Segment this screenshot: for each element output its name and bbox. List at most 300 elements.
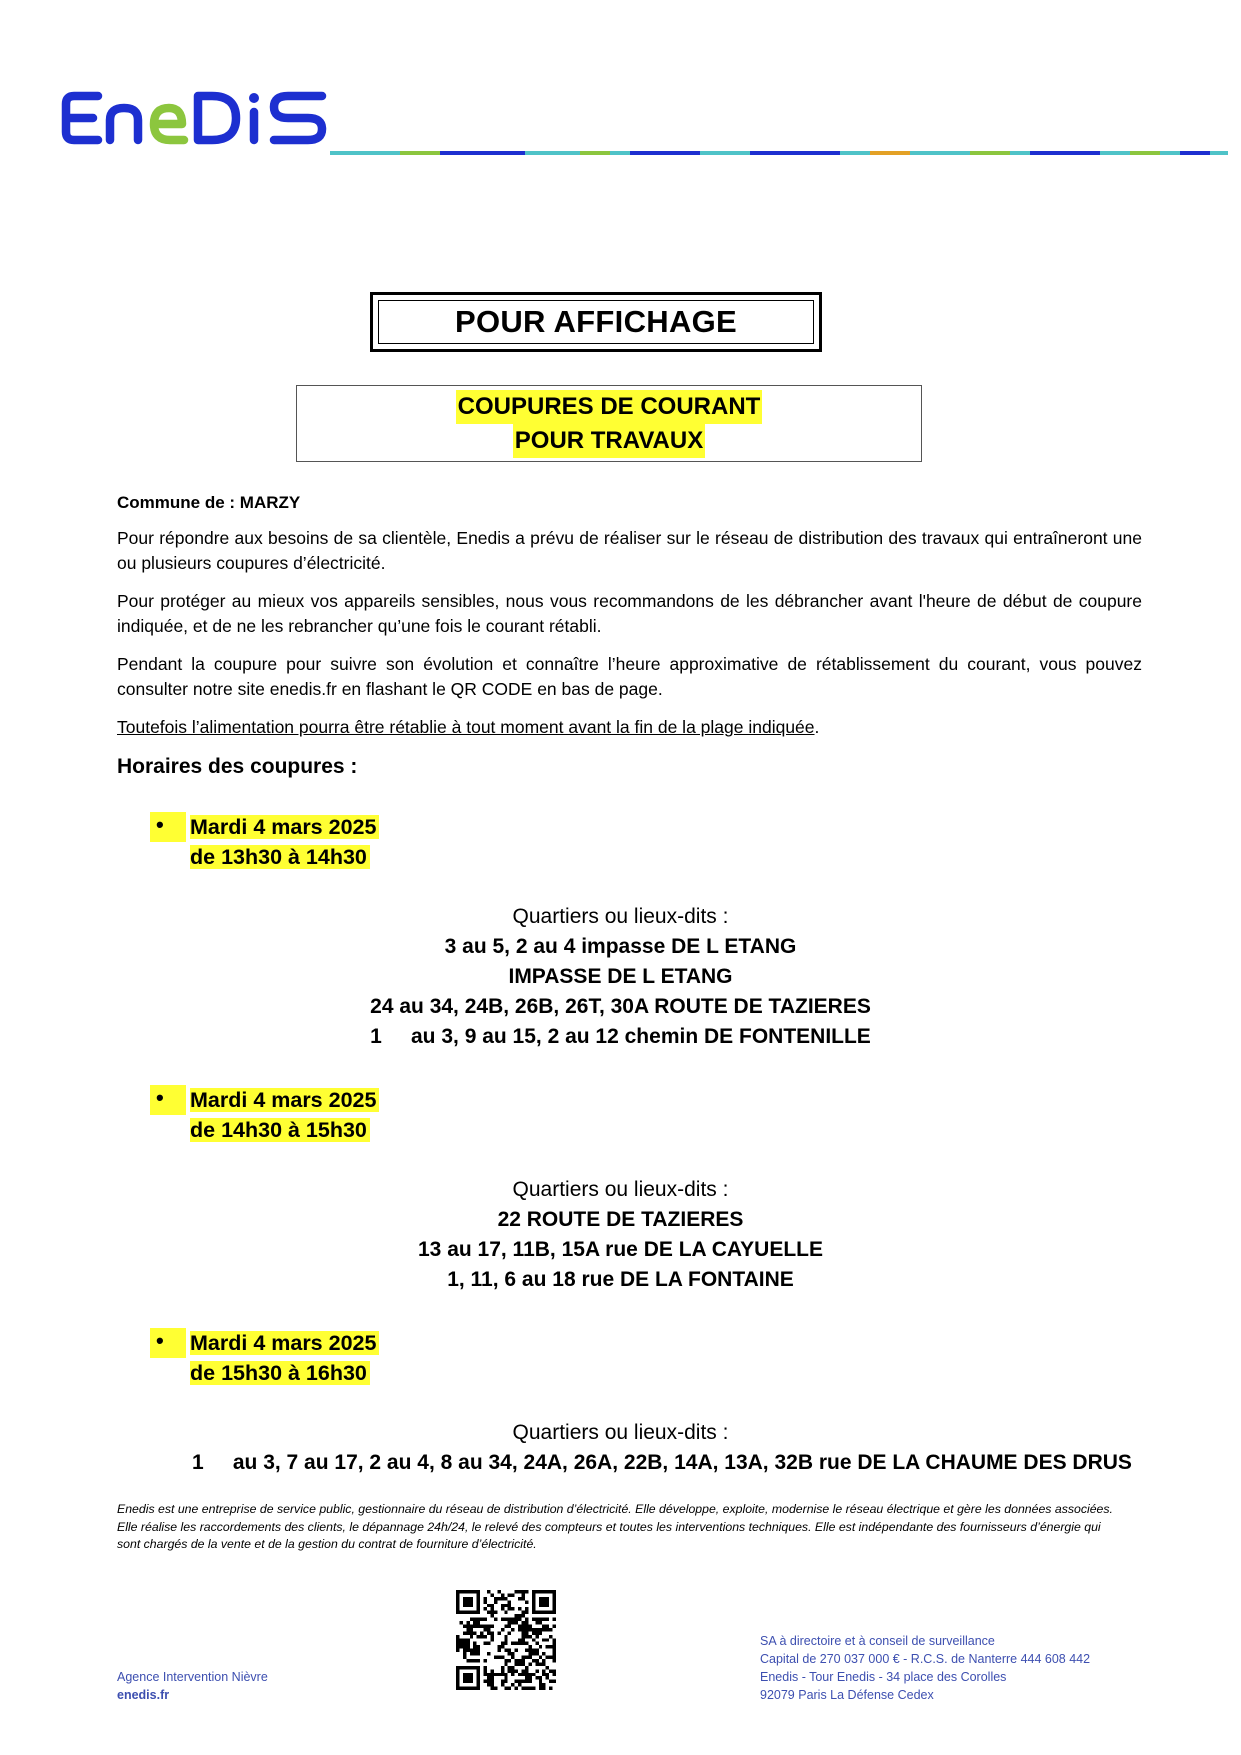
qr-module (497, 1590, 500, 1593)
qr-module (470, 1624, 473, 1627)
qr-module (501, 1680, 504, 1683)
qr-module (542, 1628, 545, 1631)
qr-module (463, 1645, 466, 1648)
qr-module (466, 1666, 469, 1669)
qr-module (535, 1649, 538, 1652)
qr-module (515, 1642, 518, 1645)
footer-site-link[interactable]: enedis.fr (117, 1688, 170, 1702)
qr-module (539, 1604, 542, 1607)
qr-module (525, 1621, 528, 1624)
qr-module (525, 1669, 528, 1672)
qr-module (504, 1604, 507, 1607)
qr-module (508, 1652, 511, 1655)
qr-module (477, 1593, 480, 1596)
qr-module (456, 1669, 459, 1672)
qr-module (484, 1669, 487, 1672)
qr-module (542, 1687, 545, 1690)
qr-module (522, 1611, 525, 1614)
qr-module (525, 1635, 528, 1638)
qr-module (546, 1590, 549, 1593)
qr-module (539, 1628, 542, 1631)
qr-module (466, 1624, 469, 1627)
qr-module (539, 1590, 542, 1593)
corp-line: Capital de 270 037 000 € - R.C.S. de Nanterre 444 608 442 (760, 1652, 1091, 1666)
qr-module (456, 1635, 459, 1638)
qr-module (553, 1593, 556, 1596)
qr-module (535, 1659, 538, 1662)
qr-module (553, 1618, 556, 1621)
qr-module (494, 1618, 497, 1621)
qr-module (539, 1680, 542, 1683)
qr-module (518, 1673, 521, 1676)
slot-date: Mardi 4 mars 2025 (190, 1328, 379, 1358)
place-item: 1 au 3, 7 au 17, 2 au 4, 8 au 34, 24A, 26A, 22B, 14A, 13A, 32B rue DE LA CHAUME DES DRUS (192, 1451, 1132, 1474)
qr-module (466, 1597, 469, 1600)
legal-notice: Enedis est une entreprise de service public, gestionnaire du réseau de distribution d’électricité. Elle développe, exploite, modernise le réseau électrique et gère les données associées. Elle réalise les raccordements des clients, le dépannage 24h/24, le relevé des compteurs et toutes les interventions techniques. Elle est indépendante des fournisseurs d’énergie qui sont chargés de la vente et de la gestion du contrat de fourniture d’électricité. (117, 1502, 1113, 1551)
qr-module (515, 1687, 518, 1690)
qr-module (518, 1659, 521, 1662)
qr-module (490, 1624, 493, 1627)
qr-module (508, 1669, 511, 1672)
qr-module (525, 1676, 528, 1679)
corp-line: Enedis - Tour Enedis - 34 place des Corolles (760, 1670, 1007, 1684)
qr-module (456, 1638, 459, 1641)
qr-module (535, 1631, 538, 1634)
qr-module (518, 1662, 521, 1665)
qr-module (504, 1635, 507, 1638)
qr-module (532, 1593, 535, 1596)
coupures-title-line1: COUPURES DE COURANT (456, 390, 763, 424)
qr-module (553, 1652, 556, 1655)
place-item: 13 au 17, 11B, 15A rue DE LA CAYUELLE (418, 1238, 823, 1261)
qr-module (518, 1628, 521, 1631)
qr-module (490, 1614, 493, 1617)
qr-module (487, 1673, 490, 1676)
qr-module (511, 1683, 514, 1686)
qr-module (490, 1635, 493, 1638)
qr-module (487, 1611, 490, 1614)
qr-module (477, 1652, 480, 1655)
qr-module (501, 1642, 504, 1645)
qr-module (535, 1652, 538, 1655)
qr-module (539, 1645, 542, 1648)
qr-module (553, 1649, 556, 1652)
qr-module (553, 1669, 556, 1672)
qr-module (511, 1642, 514, 1645)
qr-module (501, 1604, 504, 1607)
qr-module (487, 1642, 490, 1645)
qr-module (456, 1683, 459, 1686)
bullet-icon: • (156, 1328, 164, 1353)
qr-module (511, 1669, 514, 1672)
qr-module (470, 1687, 473, 1690)
qr-module (532, 1649, 535, 1652)
qr-module (456, 1687, 459, 1690)
qr-module (484, 1680, 487, 1683)
qr-module (473, 1611, 476, 1614)
qr-module (535, 1635, 538, 1638)
place-item: 3 au 5, 2 au 4 impasse DE L ETANG (444, 935, 797, 958)
qr-module (542, 1600, 545, 1603)
qr-module (459, 1666, 462, 1669)
qr-module (508, 1687, 511, 1690)
places-label: Quartiers ou lieux-dits : (512, 1178, 729, 1201)
qr-module (473, 1621, 476, 1624)
enedis-logo (60, 86, 330, 152)
qr-module (477, 1666, 480, 1669)
qr-module (501, 1607, 504, 1610)
qr-module (532, 1590, 535, 1593)
qr-module (484, 1600, 487, 1603)
qr-module (549, 1628, 552, 1631)
qr-module (535, 1642, 538, 1645)
qr-module (518, 1597, 521, 1600)
qr-module (463, 1666, 466, 1669)
qr-module (477, 1590, 480, 1593)
qr-module (477, 1680, 480, 1683)
paragraph-protection: Pour protéger au mieux vos appareils sensibles, nous vous recommandons de les débrancher avant l'heure de début de coupure indiquée, et de ne les rebrancher qu’une fois le courant rétabli. (117, 591, 1142, 636)
qr-module (466, 1631, 469, 1634)
qr-module (463, 1673, 466, 1676)
qr-module (553, 1624, 556, 1627)
qr-module (504, 1642, 507, 1645)
qr-module (522, 1597, 525, 1600)
qr-module (487, 1590, 490, 1593)
qr-module (490, 1631, 493, 1634)
qr-module (522, 1656, 525, 1659)
qr-module (508, 1607, 511, 1610)
qr-module (508, 1624, 511, 1627)
qr-module (456, 1673, 459, 1676)
qr-module (463, 1590, 466, 1593)
qr-module (525, 1611, 528, 1614)
qr-module (549, 1611, 552, 1614)
qr-module (466, 1676, 469, 1679)
qr-module (553, 1638, 556, 1641)
qr-module (525, 1642, 528, 1645)
qr-module (490, 1607, 493, 1610)
qr-module (497, 1645, 500, 1648)
qr-module (466, 1604, 469, 1607)
qr-module (539, 1597, 542, 1600)
qr-module (553, 1611, 556, 1614)
place-item: 1, 11, 6 au 18 rue DE LA FONTAINE (447, 1268, 794, 1291)
qr-module (466, 1590, 469, 1593)
qr-module (484, 1635, 487, 1638)
qr-module (542, 1604, 545, 1607)
qr-module (532, 1659, 535, 1662)
qr-module (473, 1649, 476, 1652)
qr-module (511, 1593, 514, 1596)
paragraph-suivi: Pendant la coupure pour suivre son évolution et connaître l’heure approximative de rétablissement du courant, vous pouvez consulter notre site enedis.fr en flashant le QR CODE en bas de page. (117, 654, 1142, 699)
qr-module (535, 1621, 538, 1624)
qr-module (477, 1607, 480, 1610)
corp-line: 92079 Paris La Défense Cedex (760, 1688, 934, 1702)
qr-module (546, 1600, 549, 1603)
qr-module (525, 1628, 528, 1631)
qr-module (463, 1656, 466, 1659)
qr-module (525, 1649, 528, 1652)
qr-module (522, 1593, 525, 1596)
qr-module (480, 1635, 483, 1638)
qr-module (522, 1642, 525, 1645)
qr-module (487, 1676, 490, 1679)
qr-module (504, 1611, 507, 1614)
qr-module (546, 1656, 549, 1659)
qr-module (480, 1631, 483, 1634)
qr-module (501, 1597, 504, 1600)
qr-module (508, 1593, 511, 1596)
qr-module (528, 1652, 531, 1655)
qr-module (528, 1628, 531, 1631)
qr-module (528, 1673, 531, 1676)
qr-module (501, 1618, 504, 1621)
qr-module (525, 1656, 528, 1659)
qr-module (535, 1669, 538, 1672)
qr-module (466, 1645, 469, 1648)
qr-module (525, 1673, 528, 1676)
slot-time: de 15h30 à 16h30 (190, 1358, 370, 1388)
qr-module (494, 1597, 497, 1600)
qr-module (522, 1631, 525, 1634)
qr-module (508, 1604, 511, 1607)
qr-module (553, 1604, 556, 1607)
qr-module (504, 1649, 507, 1652)
qr-module (504, 1624, 507, 1627)
pour-affichage-box (370, 292, 822, 352)
qr-module (532, 1687, 535, 1690)
qr-module (466, 1600, 469, 1603)
qr-module (463, 1631, 466, 1634)
qr-module (525, 1624, 528, 1627)
qr-module (504, 1680, 507, 1683)
qr-module (497, 1649, 500, 1652)
coupures-box (296, 385, 922, 462)
warning-text: Toutefois l’alimentation pourra être rétablie à tout moment avant la fin de la plage indiquée (117, 717, 815, 737)
qr-module (539, 1676, 542, 1679)
qr-module (535, 1662, 538, 1665)
qr-module (501, 1673, 504, 1676)
qr-module (522, 1669, 525, 1672)
qr-module (477, 1621, 480, 1624)
qr-module (546, 1604, 549, 1607)
qr-module (487, 1680, 490, 1683)
paragraph-warning (117, 715, 1142, 740)
qr-module (456, 1597, 459, 1600)
qr-module (553, 1597, 556, 1600)
qr-module (466, 1680, 469, 1683)
qr-module (522, 1673, 525, 1676)
qr-module (463, 1652, 466, 1655)
qr-module (463, 1687, 466, 1690)
qr-module (532, 1652, 535, 1655)
qr-module (546, 1618, 549, 1621)
qr-module (515, 1669, 518, 1672)
qr-module (456, 1649, 459, 1652)
qr-module (542, 1624, 545, 1627)
qr-module (532, 1628, 535, 1631)
qr-module (477, 1659, 480, 1662)
qr-module (542, 1597, 545, 1600)
qr-module (466, 1628, 469, 1631)
qr-module (508, 1618, 511, 1621)
qr-module (501, 1628, 504, 1631)
qr-module (546, 1597, 549, 1600)
qr-module (463, 1611, 466, 1614)
qr-module (542, 1618, 545, 1621)
qr-module (504, 1597, 507, 1600)
qr-module (532, 1673, 535, 1676)
qr-module (542, 1652, 545, 1655)
qr-module (490, 1687, 493, 1690)
qr-module (487, 1624, 490, 1627)
qr-module (532, 1604, 535, 1607)
qr-module (484, 1597, 487, 1600)
qr-module (459, 1638, 462, 1641)
qr-module (535, 1611, 538, 1614)
place-item: 22 ROUTE DE TAZIERES (497, 1208, 744, 1231)
qr-module (542, 1683, 545, 1686)
qr-module (477, 1676, 480, 1679)
corp-line: SA à directoire et à conseil de surveillance (760, 1634, 995, 1648)
qr-module (477, 1687, 480, 1690)
place-item: IMPASSE DE L ETANG (508, 965, 733, 988)
qr-module (515, 1590, 518, 1593)
qr-module (542, 1638, 545, 1641)
qr-module (463, 1604, 466, 1607)
qr-module (532, 1597, 535, 1600)
qr-module (463, 1600, 466, 1603)
qr-module (525, 1680, 528, 1683)
qr-module (470, 1631, 473, 1634)
qr-module (504, 1659, 507, 1662)
qr-module (463, 1680, 466, 1683)
qr-module (477, 1624, 480, 1627)
qr-module (546, 1624, 549, 1627)
qr-module (470, 1649, 473, 1652)
qr-module (546, 1611, 549, 1614)
qr-module (473, 1659, 476, 1662)
qr-module (532, 1600, 535, 1603)
qr-module (484, 1624, 487, 1627)
qr-module (490, 1676, 493, 1679)
qr-module (490, 1669, 493, 1672)
qr-module (484, 1659, 487, 1662)
slot-date: Mardi 4 mars 2025 (190, 812, 379, 842)
qr-module (480, 1624, 483, 1627)
qr-module (470, 1680, 473, 1683)
qr-module (553, 1645, 556, 1648)
qr-module (459, 1687, 462, 1690)
qr-module (466, 1611, 469, 1614)
qr-module (542, 1662, 545, 1665)
qr-module (535, 1676, 538, 1679)
qr-module (477, 1604, 480, 1607)
qr-module (528, 1662, 531, 1665)
bullet-icon: • (156, 1085, 164, 1110)
qr-module (494, 1656, 497, 1659)
qr-module (484, 1618, 487, 1621)
qr-module (477, 1683, 480, 1686)
qr-module (508, 1666, 511, 1669)
qr-module (456, 1645, 459, 1648)
qr-module (497, 1656, 500, 1659)
qr-module (522, 1621, 525, 1624)
places-label: Quartiers ou lieux-dits : (512, 905, 729, 928)
qr-module (539, 1621, 542, 1624)
qr-module (542, 1590, 545, 1593)
qr-module (484, 1642, 487, 1645)
qr-module (501, 1645, 504, 1648)
qr-module (477, 1618, 480, 1621)
qr-module (463, 1642, 466, 1645)
qr-module (456, 1676, 459, 1679)
pour-affichage-title: POUR AFFICHAGE (378, 300, 814, 344)
qr-module (466, 1673, 469, 1676)
qr-module (535, 1590, 538, 1593)
qr-module (487, 1628, 490, 1631)
bullet-icon: • (156, 812, 164, 837)
qr-module (546, 1628, 549, 1631)
qr-module (470, 1618, 473, 1621)
qr-module (546, 1666, 549, 1669)
qr-module (511, 1621, 514, 1624)
qr-module (532, 1638, 535, 1641)
qr-module (473, 1631, 476, 1634)
qr-module (553, 1590, 556, 1593)
qr-module (459, 1611, 462, 1614)
qr-module (504, 1687, 507, 1690)
qr-module (522, 1614, 525, 1617)
qr-module (497, 1673, 500, 1676)
qr-module (501, 1683, 504, 1686)
qr-module (525, 1600, 528, 1603)
qr-module (470, 1676, 473, 1679)
coupures-title-line2: POUR TRAVAUX (513, 424, 705, 458)
qr-module (490, 1611, 493, 1614)
qr-module (528, 1624, 531, 1627)
footer-corporate-info (760, 1632, 1090, 1704)
qr-module (539, 1683, 542, 1686)
qr-module (490, 1593, 493, 1596)
qr-module (504, 1662, 507, 1665)
qr-module (508, 1659, 511, 1662)
qr-module (553, 1680, 556, 1683)
qr-module (504, 1676, 507, 1679)
qr-module (525, 1687, 528, 1690)
qr-module (494, 1611, 497, 1614)
qr-module (549, 1590, 552, 1593)
qr-module (463, 1638, 466, 1641)
qr-module (466, 1659, 469, 1662)
qr-module (546, 1645, 549, 1648)
qr-module (484, 1607, 487, 1610)
qr-code[interactable] (456, 1590, 556, 1690)
qr-module (484, 1666, 487, 1669)
qr-module (528, 1680, 531, 1683)
qr-module (470, 1659, 473, 1662)
qr-module (501, 1593, 504, 1596)
qr-module (532, 1607, 535, 1610)
qr-module (525, 1631, 528, 1634)
qr-module (466, 1687, 469, 1690)
qr-module (487, 1604, 490, 1607)
qr-module (470, 1604, 473, 1607)
qr-module (518, 1607, 521, 1610)
qr-module (549, 1656, 552, 1659)
qr-module (456, 1680, 459, 1683)
qr-module (539, 1687, 542, 1690)
